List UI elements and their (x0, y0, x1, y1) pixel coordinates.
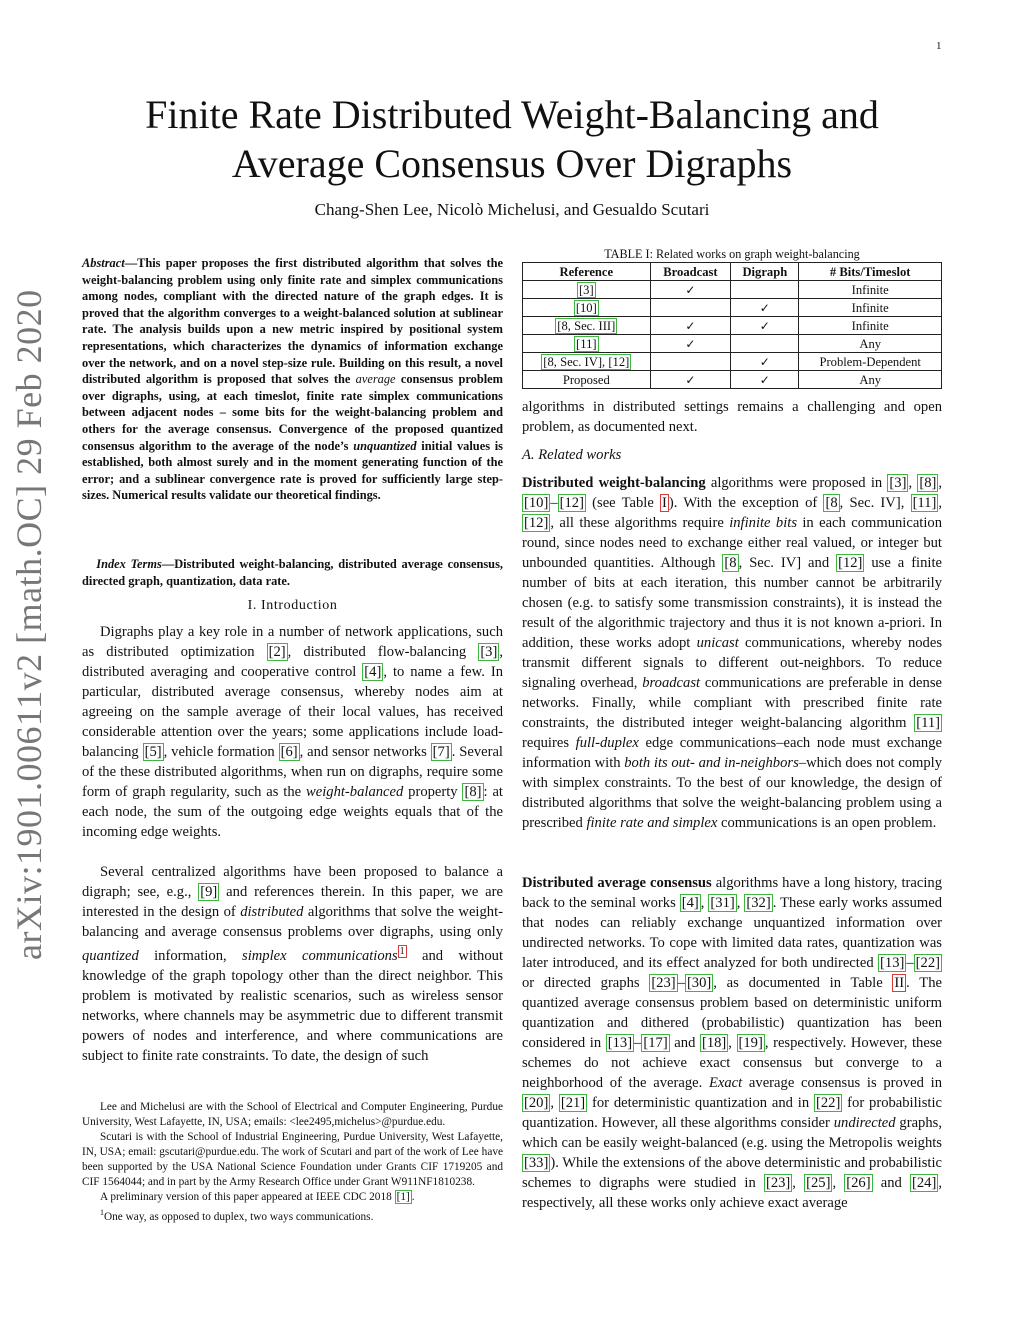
digraph-check: ✓ (731, 299, 799, 317)
table-header-row (523, 263, 942, 281)
citation-link[interactable]: [5] (144, 744, 162, 760)
citation-link[interactable]: [21] (560, 1095, 586, 1111)
citation-link[interactable]: [23] (651, 975, 676, 991)
broadcast-check: ✓ (650, 335, 731, 353)
digraph-check: ✓ (731, 353, 799, 371)
citation-link[interactable]: [32] (746, 895, 771, 911)
table-row (523, 353, 942, 371)
citation-link[interactable]: [13] (880, 955, 905, 971)
related-works-weight-balancing: Distributed weight-balancing algorithms were proposed in [3] , [8] , [10] – [12] (see Table I ). With the exception of [8 , Sec. IV], [11] , [12] , all these algorithms require infinite bits in each communication round, since nodes need to exchange either real valued, or integer but unbounded quantities. Although [8 , Sec. IV] and [12] use a finite number of bits at each iteration, this number cannot be arbitrarily chosen (e.g. to satisfy some transmission constraints), it is instead the result of the algorithmic trajectory and thus it is not known a-priori. In addition, these works adopt unicast communications, whereby nodes transmit different signals to different out-neighbors. To reduce signaling overhead, broadcast communications are preferable in dense networks. Finally, while compliant with prescribed finite rate constraints, the distributed integer weight-balancing algorithm [11] requires full-duplex edge communications–each node must exchange information with both its out- and in-neighbors–which does not comply with simplex constraints. To the best of our knowledge, the design of distributed algorithms that solve the weight-balancing problem using a prescribed finite rate and simplex communications is an open problem. (522, 475, 943, 831)
digraph-check (731, 335, 799, 353)
bits-cell: Infinite (799, 317, 942, 335)
bits-cell: Infinite (799, 299, 942, 317)
index-terms: Index Terms—Distributed weight-balancing, distributed average consensus, directed graph, quantization, data rate. (82, 557, 503, 588)
footnote-affiliation-2: Scutari is with the School of Industrial Engineering, Purdue University, West Lafayette, IN, USA; email: gscutari@purdue.edu. The work of Scutari and part of the work of Lee have been supported by the USA National Science Foundation under Grants CIF 1719205 and CIF 1564044; and in part by the Army Research Office under Grant W911NF1810238. (82, 1131, 503, 1188)
citation-link[interactable]: [31] (710, 895, 735, 911)
citation-link[interactable]: [11] (916, 715, 940, 731)
citation-link[interactable]: [11] (576, 336, 597, 351)
table-header-cell: # Bits/Timeslot (799, 263, 942, 281)
footnote-preliminary: A preliminary version of this paper appeared at IEEE CDC 2018 [1] . (100, 1191, 415, 1203)
citation-link[interactable]: [11] (912, 495, 937, 511)
authors: Chang-Shen Lee, Nicolò Michelusi, and Gesualdo Scutari (314, 200, 710, 219)
table-header-cell: Digraph (731, 263, 799, 281)
citation-link[interactable]: [12] (524, 515, 549, 531)
broadcast-check: ✓ (650, 317, 731, 335)
broadcast-check: ✓ (650, 371, 731, 389)
citation-link[interactable]: [8 (825, 495, 838, 511)
arxiv-stamp: arXiv:1901.00611v2 [math.OC] 29 Feb 2020 (9, 289, 49, 960)
citation-link[interactable]: [18] (701, 1035, 727, 1051)
citation-link[interactable]: [26] (846, 1175, 871, 1191)
citation-link[interactable]: [13] (607, 1035, 633, 1051)
bits-cell: Infinite (799, 281, 942, 299)
digraph-check: ✓ (731, 371, 799, 389)
related-works-average-consensus: Distributed average consensus algorithms have a long history, tracing back to the seminal works [4] , [31] , [32] . These early works assumed that nodes can reliably exchange unquantized information over undirected networks. To cope with limited data rates, quantization was later introduced, and its effect analyzed for both undirected [13] – [22] or directed graphs [23] – [30] , as documented in Table II . The quantized average consensus problem based on deterministic uniform quantization and dithered (probabilistic) quantization has been considered in [13] – [17] and [18] , [19] , respectively. However, these schemes do not achieve exact consensus but converge to a neighborhood of the average. Exact average consensus is proved in [20] , [21] for deterministic quantization and in [22] for probabilistic quantization. However, all these algorithms consider undirected graphs, which can be easily weight-balanced (e.g. using the Metropolis weights [33] ). While the extensions of the above deterministic and probabilistic schemes to digraphs were studied in [23] , [25] , [26] and [24] , respectively, all these works only achieve exact average (522, 875, 943, 1211)
table-row (523, 371, 942, 389)
abstract-label: Abstract (82, 256, 125, 270)
page-number: 1 (936, 40, 942, 52)
table-header-cell: Reference (523, 263, 651, 281)
footnote-1: $^1$One way, as opposed to duplex, two ways communications. (100, 1208, 374, 1223)
broadcast-check (650, 353, 731, 371)
right-paragraph-1: algorithms in distributed settings remains a challenging and open problem, as documented next. (522, 399, 942, 435)
citation-link[interactable]: [4] (364, 664, 382, 680)
citation-link[interactable]: [2] (268, 644, 286, 660)
citation-link[interactable]: [23] (765, 1175, 791, 1191)
citation-link[interactable]: [1] (396, 1191, 410, 1203)
citation-link[interactable]: [3] (578, 282, 594, 297)
citation-link[interactable]: [7] (432, 744, 450, 760)
citation-link[interactable]: [12] (838, 555, 863, 571)
citation-link[interactable]: [3] (889, 475, 907, 491)
table-row (523, 335, 942, 353)
table-row (523, 317, 942, 335)
title-line-2: Average Consensus Over Digraphs (231, 141, 793, 186)
table-row (523, 281, 942, 299)
citation-link[interactable]: [30] (686, 975, 712, 991)
table-caption: TABLE I: Related works on graph weight-balancing (604, 247, 860, 261)
citation-link[interactable]: [8 (724, 555, 737, 571)
bits-cell: Any (799, 371, 942, 389)
citation-link[interactable]: [3] (480, 644, 498, 660)
index-terms-label: Index Terms (96, 557, 162, 571)
citation-link[interactable]: [8, Sec. III] (557, 318, 616, 333)
citation-link[interactable]: [10] (575, 300, 597, 315)
digraph-check: ✓ (731, 317, 799, 335)
broadcast-check: ✓ (650, 281, 731, 299)
citation-link[interactable]: [25] (806, 1175, 831, 1191)
bits-cell: Problem-Dependent (799, 353, 942, 371)
citation-link[interactable]: [19] (738, 1035, 763, 1051)
citation-link[interactable]: [17] (643, 1035, 668, 1051)
table-link[interactable]: II (894, 975, 905, 991)
footnotes (82, 1100, 503, 1225)
citation-link[interactable]: [8] (919, 475, 937, 491)
title-line-1: Finite Rate Distributed Weight-Balancing and (145, 92, 879, 137)
citation-link[interactable]: [24] (912, 1175, 937, 1191)
citation-link[interactable]: [12] (559, 495, 584, 511)
citation-link[interactable]: [33] (524, 1155, 549, 1171)
paper-title (80, 90, 944, 188)
citation-link[interactable]: [10] (524, 495, 549, 511)
citation-link[interactable]: [20] (524, 1095, 549, 1111)
citation-link[interactable]: [9] (200, 884, 218, 900)
table-header-cell: Broadcast (650, 263, 731, 281)
citation-link[interactable]: [22] (915, 955, 940, 971)
citation-link[interactable]: [4] (681, 895, 699, 911)
citation-link[interactable]: [6] (280, 744, 298, 760)
footnote-affiliation-1: Lee and Michelusi are with the School of Electrical and Computer Engineering, Purdue University, West Lafayette, IN, USA; emails: <lee2495,michelus>@purdue.edu. (82, 1101, 503, 1128)
table-row (523, 299, 942, 317)
citation-link[interactable]: [8] (464, 784, 482, 800)
intro-paragraph-2: Several centralized algorithms have been proposed to balance a digraph; see, e.g., [9] and references therein. In this paper, we are interested in the design of distributed algorithms that solve the weight-balancing and average consensus problems over digraphs, using only quantized information, simplex communications $^1$ and without knowledge of the graph topology other than the direct neighbor. This problem is motivated by realistic scenarios, such as wireless sensor networks, where channels may be asymmetric due to different transmit powers of nodes and interference, and where communications are subject to finite rate constraints. To date, the design of such (82, 864, 503, 1064)
reference-cell: Proposed (523, 371, 651, 389)
intro-paragraph-1: Digraphs play a key role in a number of network applications, such as distributed optimization [2] , distributed flow-balancing [3] , distributed averaging and cooperative control [4] , to name a few. In particular, distributed average consensus, whereby nodes aim at agreeing on the sample average of their local values, has received considerable attention over the years; some applications include load-balancing [5] , vehicle formation [6] , and sensor networks [7] . Several of the these distributed algorithms, when run on digraphs, require some form of graph regularity, such as the weight-balanced property [8] : at each node, the sum of the outgoing edge weights equals that of the incoming edge weights. (82, 624, 503, 840)
bits-cell: Any (799, 335, 942, 353)
related-works-table (522, 262, 942, 389)
subsection-heading-related-works: A. Related works (522, 447, 622, 463)
citation-link[interactable]: [8, Sec. IV], [12] (543, 354, 630, 369)
broadcast-check (650, 299, 731, 317)
citation-link[interactable]: [22] (816, 1095, 841, 1111)
section-heading-introduction: I. Introduction (247, 598, 338, 613)
abstract: Abstract—This paper proposes the first distributed algorithm that solves the weight-balancing problem using only finite rate and simplex communications among nodes, compliant with the directed nature of the graph edges. It is proved that the algorithm converges to a weight-balanced solution at sublinear rate. The analysis builds upon a new metric inspired by positional system representations, which characterizes the dynamics of information exchange over the network, and on a novel step-size rule. Building on this result, a novel distributed algorithm is proposed that solves the average consensus problem over digraphs, using, at each timeslot, finite rate simplex communications between adjacent nodes – some bits for the weight-balancing problem and others for the average consensus. Convergence of the proposed quantized consensus algorithm to the average of the node’s unquantized initial values is established, both almost surely and in the moment generating function of the error; and a sublinear convergence rate is proved for sufficiently large step-sizes. Numerical results validate our theoretical findings. (82, 256, 503, 503)
digraph-check (731, 281, 799, 299)
footnote-link[interactable]: 1 (399, 946, 405, 957)
table-link[interactable]: I (662, 495, 667, 511)
